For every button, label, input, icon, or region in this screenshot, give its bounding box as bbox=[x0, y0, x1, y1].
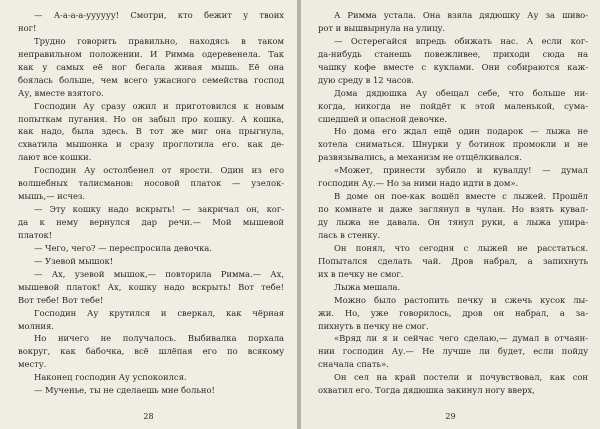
text-line: Господин Ау крутился и сверкал, как чёрная bbox=[34, 307, 284, 318]
text-line: Но дома его ждал ещё один подарок — лыжа не bbox=[334, 126, 588, 137]
left-page-number: 28 bbox=[143, 412, 154, 421]
text-line: волшебных талисманов: носовой платок — узелок- bbox=[18, 178, 284, 189]
text-line: ду лыжа не давала. Он тянул руки, а лыжа упира- bbox=[318, 217, 588, 227]
text-line: Он сел на край постели и почувствовал, как сон bbox=[334, 372, 588, 383]
text-line: охватил его. Тогда дядюшка закинул ногу вверх, bbox=[318, 385, 535, 396]
text-line: Можно было растопить печку и сжечь кусок лы- bbox=[334, 294, 588, 305]
text-line: их в печку не смог. bbox=[318, 268, 404, 279]
text-line: молния. bbox=[18, 320, 54, 331]
text-line: — Остерегайся впредь обижать нас. А если ког- bbox=[334, 35, 588, 46]
text-line: Ау, вместе взятого. bbox=[18, 87, 104, 98]
right-page-number: 29 bbox=[445, 412, 456, 421]
text-line: платок! bbox=[18, 229, 53, 240]
text-line: схватила мышонка и сразу проглотила его. как де- bbox=[18, 139, 284, 150]
text-line: А Римма устала. Она взяла дядюшку Ау за шиво- bbox=[334, 10, 588, 20]
text-line: нии господин Ау.— Не лучше ли будет, если пойду bbox=[318, 346, 588, 357]
text-line: господин Ау.— Но за ними надо идти в дом». bbox=[318, 178, 519, 189]
right-page bbox=[301, 0, 600, 429]
text-line: сначала спать». bbox=[318, 359, 389, 370]
left-page-text bbox=[18, 9, 284, 397]
text-line: рот и вышвырнула на улицу. bbox=[318, 22, 446, 33]
text-line: — Мученье, ты не сделаешь мне больно! bbox=[34, 385, 215, 396]
text-line: дую среду в 12 часов. bbox=[318, 74, 414, 85]
text-line: — Эту кошку надо вскрыть! — закричал он, ког- bbox=[34, 204, 284, 215]
text-line: ног! bbox=[18, 22, 37, 33]
text-line: Вот тебе! Вот тебе! bbox=[18, 294, 104, 305]
text-line: вокруг, как бабочка, всё шлёпая его по всякому bbox=[18, 346, 284, 357]
text-line: хотела сниматься. Шнурки у ботинок промокли и не bbox=[318, 139, 588, 150]
text-line: чашку кофе вместе с куклами. Они собираются каж- bbox=[318, 61, 588, 72]
left-page bbox=[0, 0, 297, 429]
text-line: пихнуть в печку не смог. bbox=[318, 320, 429, 331]
text-line: «Вряд ли я и сейчас чего сделаю,— думал в отчаян- bbox=[334, 333, 588, 344]
text-line: как надо, была здесь. В тот же миг она прыгнула, bbox=[18, 126, 284, 137]
text-line: Дома дядюшка Ау обещал себе, что больше ни- bbox=[334, 87, 588, 98]
text-line: жи. Но, уже говорилось, дров он набрал, а за- bbox=[318, 307, 588, 318]
text-line: — А-а-а-а-уууууу! Смотри, кто бежит у твоих bbox=[34, 10, 284, 20]
text-line: неправильном положении. И Римма одеревенела. Так bbox=[18, 48, 284, 59]
text-line: Господин Ау остолбенел от ярости. Один из его bbox=[34, 165, 284, 176]
text-line: Господин Ау сразу ожил и приготовился к новым bbox=[34, 100, 284, 111]
text-line: Наконец господин Ау успокоился. bbox=[34, 372, 187, 383]
text-line: развязывались, а механизм не отщёлкивался. bbox=[318, 152, 522, 163]
text-line: попыткам пугания. Но он забыл про кошку. А кошка, bbox=[18, 113, 284, 124]
text-line: лают все кошки. bbox=[18, 152, 92, 163]
text-line: Лыжа мешала. bbox=[334, 281, 401, 292]
text-line: да-нибудь станешь повежливее, приходи сюда на bbox=[318, 48, 588, 59]
text-line: — Ах, узевой мышок,— повторила Римма.— Ах, bbox=[34, 268, 284, 279]
text-line: — Чего, чего? — переспросила девочка. bbox=[34, 242, 212, 253]
text-line: лась в стенку. bbox=[318, 229, 381, 240]
text-line: Он понял, что сегодня с лыжей не расстаться. bbox=[334, 242, 588, 253]
text-line: — Узевой мышок! bbox=[34, 255, 114, 266]
text-line: месту. bbox=[18, 359, 47, 370]
text-line: Но ничего не получалось. Выбивалка порхала bbox=[34, 333, 284, 344]
text-line: В доме он пое-как вошёл вместе с лыжей. Прошёл bbox=[334, 191, 588, 202]
text-line: боялась больше, чем всего ужасного семейства господ bbox=[18, 74, 284, 85]
text-line: Попытался сделать чай. Дров набрал, а запихнуть bbox=[318, 255, 588, 266]
text-line: по комнате и даже заглянул в чулан. Но взять кувал- bbox=[318, 204, 588, 215]
text-line: «Может, принести зубило и кувалду! — думал bbox=[334, 165, 588, 176]
text-line: мышевой платок! Ах, кошку надо вскрыть! Вот тебе! bbox=[18, 281, 284, 292]
text-line: сшедшей и опасной девочке. bbox=[318, 113, 447, 124]
text-line: мышь,— исчез. bbox=[18, 191, 86, 202]
text-line: Трудно говорить правильно, находясь в таком bbox=[34, 35, 284, 46]
text-line: да к нему вернулся дар речи.— Мой мышевой bbox=[18, 217, 284, 227]
text-line: как у самых её ног бегала живая мышь. Её она bbox=[18, 61, 284, 72]
right-page-text bbox=[318, 9, 588, 397]
text-line: когда, никогда не пойдёт к этой маленькой, сума- bbox=[318, 100, 588, 111]
